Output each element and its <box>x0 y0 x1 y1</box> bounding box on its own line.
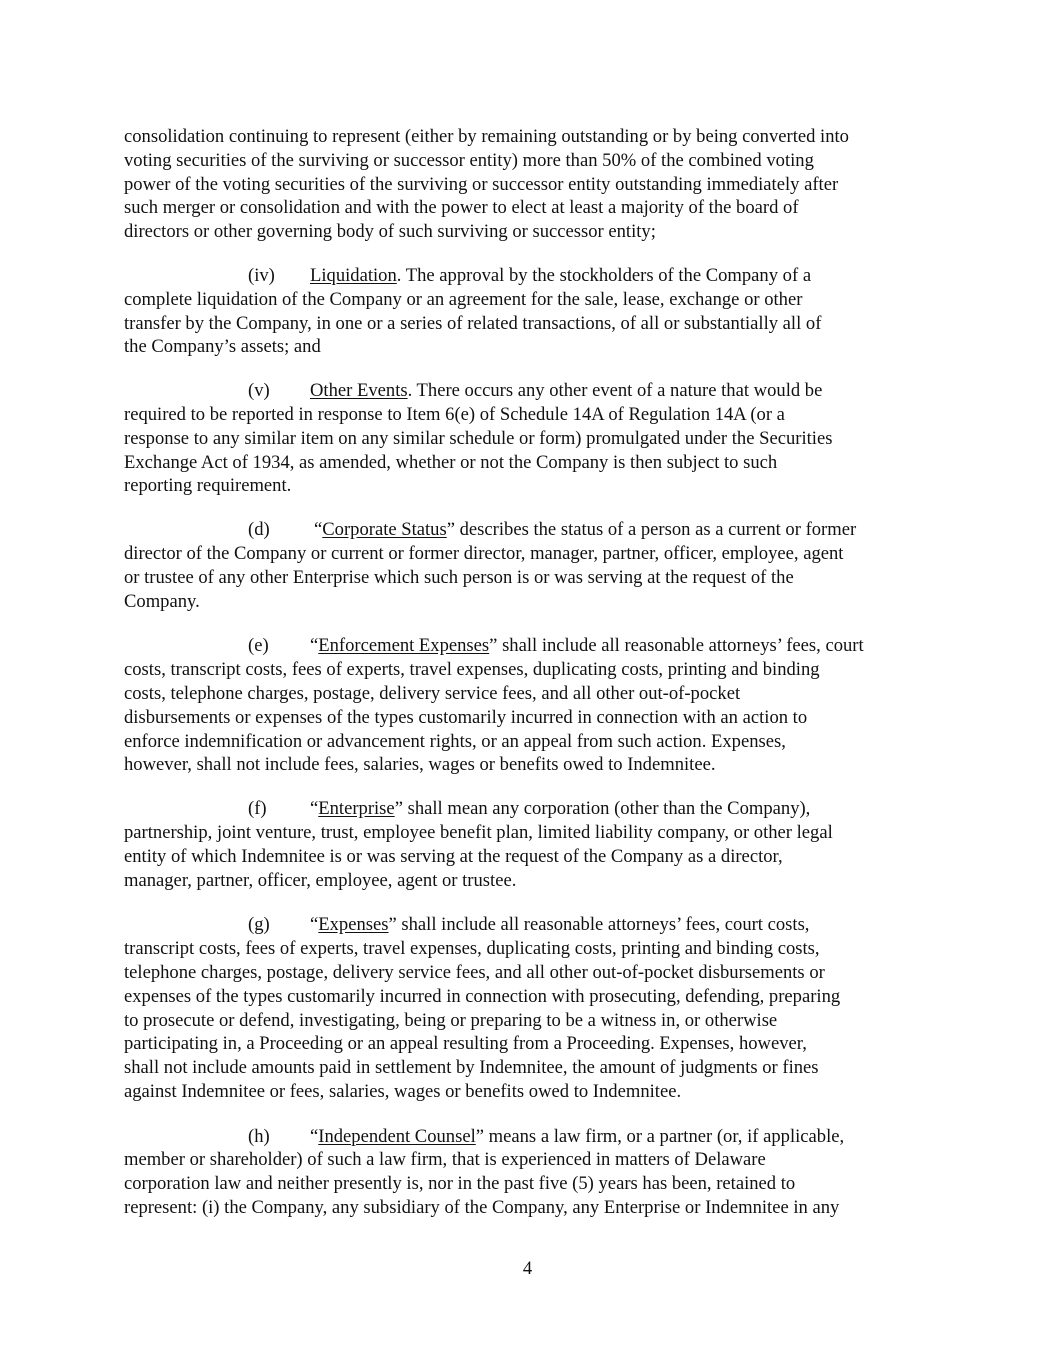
defined-term: Corporate Status <box>322 519 447 541</box>
clause-first-line <box>124 518 934 542</box>
clause-label: (f) <box>248 798 267 820</box>
text-line: shall not include amounts paid in settlement by Indemnitee, the amount of judgments or fines <box>124 1057 819 1079</box>
text-line: transcript costs, fees of experts, travel expenses, duplicating costs, printing and binding costs, <box>124 938 820 960</box>
defined-term: Enforcement Expenses <box>318 635 490 657</box>
text-line: corporation law and neither presently is, nor in the past five (5) years has been, retained to <box>124 1173 796 1195</box>
open-quote: “ <box>310 1125 319 1147</box>
text-line: against Indemnitee or fees, salaries, wages or benefits owed to Indemnitee. <box>124 1080 682 1102</box>
clause-text: ” describes the status of a person as a current or former <box>446 519 857 541</box>
definition-g-expenses <box>124 913 934 1103</box>
clause-first-line <box>124 264 934 288</box>
clause-first-line <box>124 913 934 937</box>
defined-term: Enterprise <box>318 798 395 820</box>
continuation-paragraph <box>124 125 934 244</box>
clause-first-line <box>124 797 934 821</box>
text-line: Exchange Act of 1934, as amended, whether or not the Company is then subject to such <box>124 451 778 473</box>
text-line: to prosecute or defend, investigating, being or preparing to be a witness in, or otherwise <box>124 1009 778 1031</box>
text-line: power of the voting securities of the surviving or successor entity outstanding immediately after <box>124 173 839 195</box>
text-line: participating in, a Proceeding or an appeal resulting from a Proceeding. Expenses, however, <box>124 1033 807 1055</box>
clause-v-other-events <box>124 379 934 498</box>
text-line: telephone charges, postage, delivery service fees, and all other out-of-pocket disbursements or <box>124 961 825 983</box>
clause-first-line <box>124 1125 934 1149</box>
clause-text: ” shall include all reasonable attorneys’ fees, court costs, <box>388 914 810 936</box>
clause-text: . The approval by the stockholders of the Company of a <box>396 264 812 286</box>
text-line: manager, partner, officer, employee, agent or trustee. <box>124 869 517 891</box>
page-number: 4 <box>522 1258 533 1279</box>
clause-text: ” shall include all reasonable attorneys’ fees, court <box>489 635 864 657</box>
open-quote: “ <box>310 914 319 936</box>
text-line: transfer by the Company, in one or a series of related transactions, of all or substantially all of <box>124 312 822 334</box>
text-line: however, shall not include fees, salaries, wages or benefits owed to Indemnitee. <box>124 754 716 776</box>
clause-first-line <box>124 634 934 658</box>
defined-term: Liquidation <box>310 264 397 286</box>
text-line: disbursements or expenses of the types customarily incurred in connection with an action to <box>124 706 808 728</box>
page-body <box>124 125 934 1220</box>
text-line: response to any similar item on any similar schedule or form) promulgated under the Securities <box>124 427 833 449</box>
text-line: enforce indemnification or advancement rights, or an appeal from such action. Expenses, <box>124 730 786 752</box>
clause-label: (h) <box>248 1125 270 1147</box>
text-line: director of the Company or current or former director, manager, partner, officer, employee, agent <box>124 542 844 564</box>
clause-label: (e) <box>248 635 269 657</box>
text-line: represent: (i) the Company, any subsidiary of the Company, any Enterprise or Indemnitee in any <box>124 1197 840 1219</box>
definition-f-enterprise <box>124 797 934 892</box>
text-line: Company. <box>124 590 200 612</box>
defined-term: Other Events <box>310 380 408 402</box>
clause-text: ” means a law firm, or a partner (or, if applicable, <box>475 1125 845 1147</box>
definition-e-enforcement-expenses <box>124 634 934 777</box>
text-line: expenses of the types customarily incurred in connection with prosecuting, defending, preparing <box>124 985 841 1007</box>
text-line: costs, transcript costs, fees of experts, travel expenses, duplicating costs, printing and binding <box>124 659 820 681</box>
clause-label: (v) <box>248 380 270 402</box>
text-line: consolidation continuing to represent (either by remaining outstanding or by being converted into <box>124 126 849 147</box>
defined-term: Independent Counsel <box>318 1125 476 1147</box>
clause-first-line <box>124 379 934 403</box>
text-line: or trustee of any other Enterprise which such person is or was serving at the request of the <box>124 566 794 588</box>
text-line: entity of which Indemnitee is or was serving at the request of the Company as a director, <box>124 845 783 867</box>
text-line: reporting requirement. <box>124 475 292 497</box>
clause-label: (iv) <box>248 264 275 286</box>
text-line: directors or other governing body of such surviving or successor entity; <box>124 221 656 243</box>
clause-label: (g) <box>248 914 270 936</box>
open-quote: “ <box>310 635 319 657</box>
clause-label: (d) <box>248 519 270 541</box>
open-quote: “ <box>314 519 323 541</box>
text-line: voting securities of the surviving or successor entity) more than 50% of the combined voting <box>124 149 814 171</box>
text-line: required to be reported in response to Item 6(e) of Schedule 14A of Regulation 14A (or a <box>124 403 785 425</box>
text-line: costs, telephone charges, postage, delivery service fees, and all other out-of-pocket <box>124 682 741 704</box>
definition-h-independent-counsel <box>124 1125 934 1220</box>
clause-iv-liquidation <box>124 264 934 359</box>
text-line: complete liquidation of the Company or an agreement for the sale, lease, exchange or other <box>124 288 803 310</box>
text-line: such merger or consolidation and with the power to elect at least a majority of the board of <box>124 197 799 219</box>
defined-term: Expenses <box>318 914 389 936</box>
text-line: member or shareholder) of such a law firm, that is experienced in matters of Delaware <box>124 1149 766 1171</box>
text-line: the Company’s assets; and <box>124 336 321 358</box>
open-quote: “ <box>310 798 319 820</box>
clause-text: . There occurs any other event of a nature that would be <box>407 380 823 402</box>
clause-text: ” shall mean any corporation (other than the Company), <box>394 798 811 820</box>
definition-d-corporate-status <box>124 518 934 613</box>
text-line: partnership, joint venture, trust, employee benefit plan, limited liability company, or other legal <box>124 821 833 843</box>
